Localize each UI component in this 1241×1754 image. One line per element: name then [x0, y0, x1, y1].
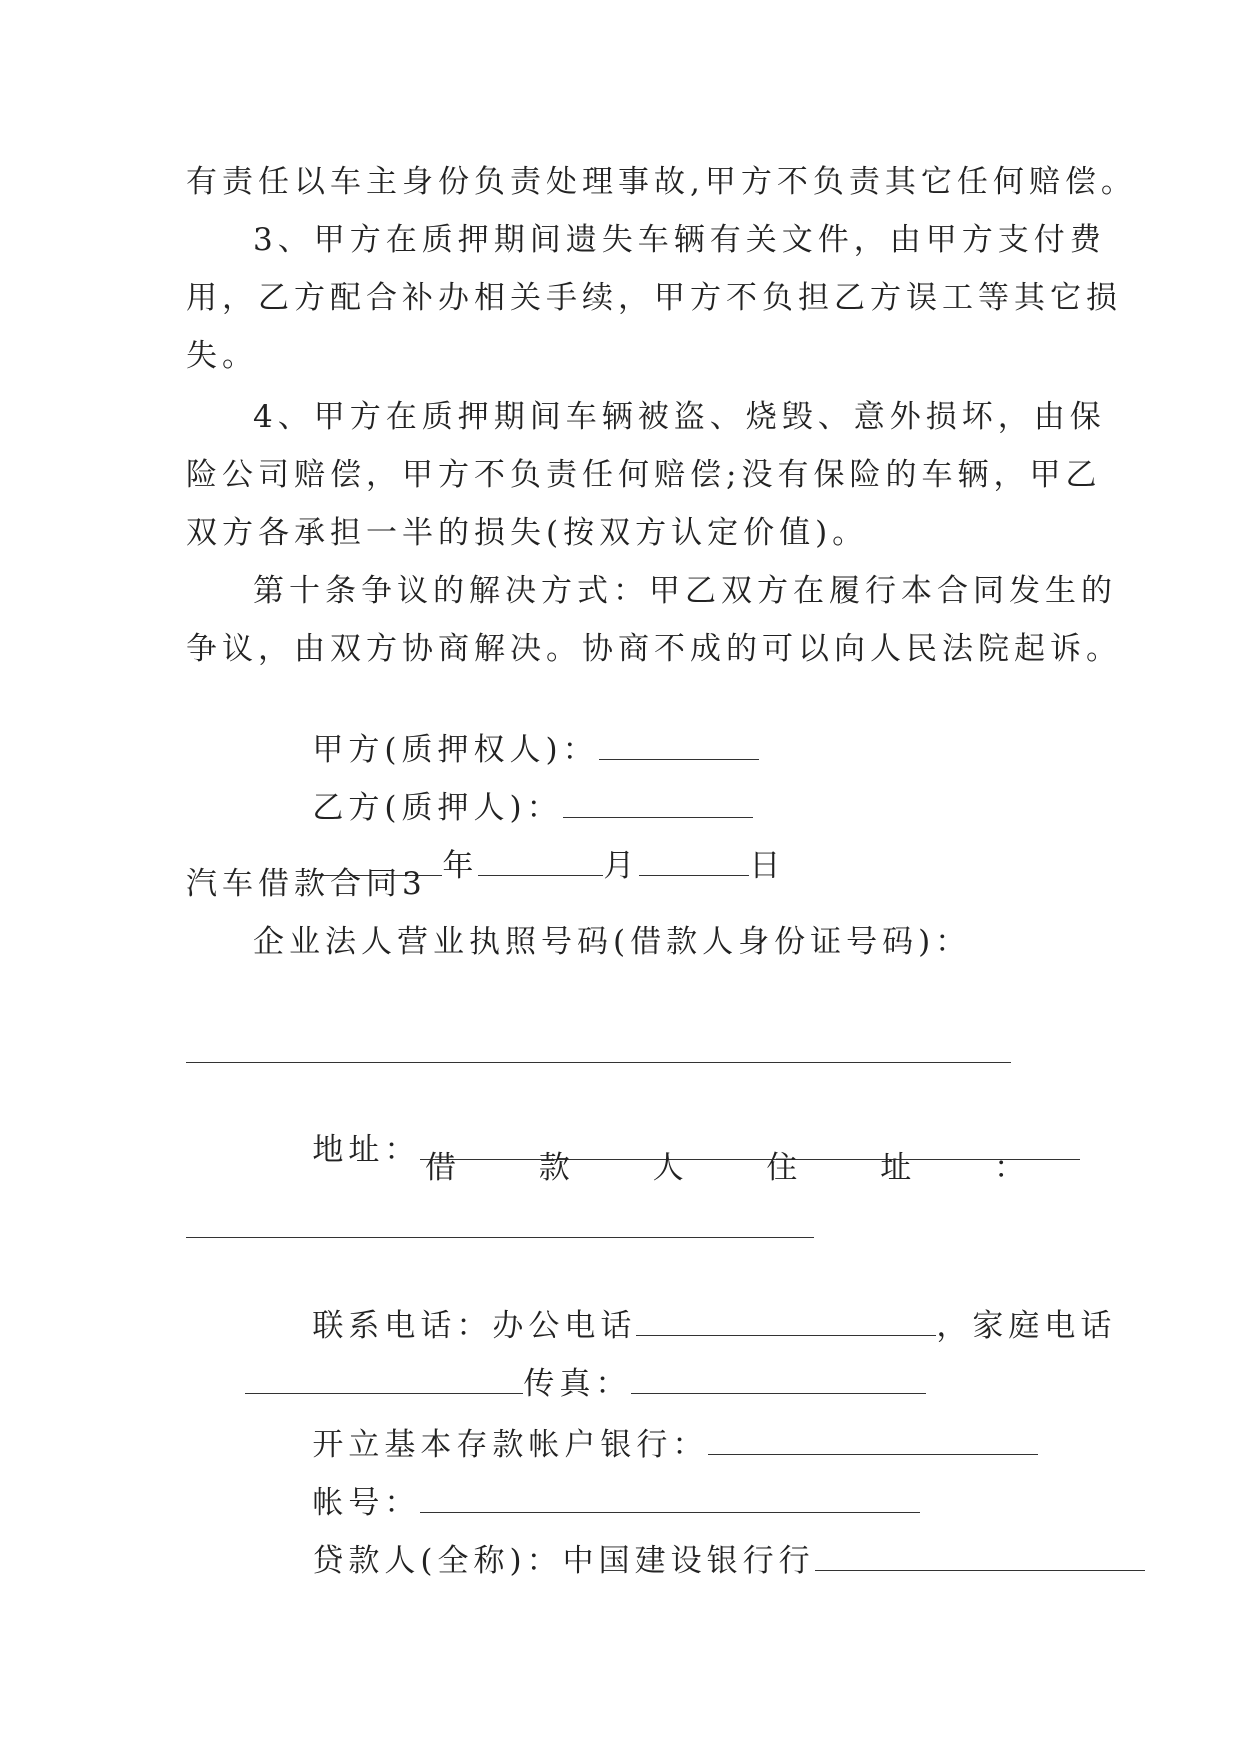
paragraph-line: 险公司赔偿，甲方不负责任何赔偿;没有保险的车辆，甲乙	[186, 457, 1102, 493]
license-blank[interactable]	[186, 1062, 1011, 1063]
residence-char: ：	[993, 1150, 1025, 1186]
paragraph-line: 失。	[186, 338, 258, 374]
residence-char: 人	[652, 1150, 684, 1186]
residence-char: 款	[538, 1150, 570, 1186]
party-a-label: 甲方(质押权人)：	[312, 732, 599, 768]
residence-char: 住	[766, 1150, 798, 1186]
residence-blank[interactable]	[186, 1237, 814, 1238]
paragraph-line: 双方各承担一半的损失(按双方认定价值)。	[186, 515, 869, 551]
home-phone-label: ，家庭电话	[936, 1308, 1117, 1344]
account-label: 帐号：	[312, 1485, 421, 1521]
paragraph-line: 争议，由双方协商解决。协商不成的可以向人民法院起诉。	[186, 631, 1122, 667]
year-label: 年	[442, 848, 479, 884]
paragraph-line: 有责任以车主身份负责处理事故,甲方不负责其它任何赔偿。	[186, 164, 1137, 200]
residence-char: 址	[880, 1150, 912, 1186]
fax-label: 传真：	[523, 1366, 632, 1402]
lender-label: 贷款人(全称)：中国建设银行行	[312, 1543, 815, 1579]
month-blank[interactable]	[478, 847, 603, 876]
bank-label: 开立基本存款帐户银行：	[312, 1427, 709, 1463]
paragraph-line: 用，乙方配合补办相关手续，甲方不负担乙方误工等其它损	[186, 280, 1122, 316]
day-blank[interactable]	[639, 847, 749, 876]
section-title: 汽车借款合同3	[186, 866, 427, 902]
paragraph-line: 第十条争议的解决方式：甲乙双方在履行本合同发生的	[253, 573, 1117, 609]
residence-char: 借	[425, 1150, 456, 1186]
office-phone-label: 联系电话：办公电话	[312, 1308, 637, 1344]
residence-label	[425, 1148, 1025, 1188]
paragraph-line: 4、甲方在质押期间车辆被盗、烧毁、意外损坏，由保	[253, 399, 1106, 435]
lender-line	[253, 1501, 1145, 1621]
month-label: 月	[603, 848, 640, 884]
address-label: 地址：	[312, 1132, 421, 1168]
license-label: 企业法人营业执照号码(借款人身份证号码)：	[253, 924, 972, 960]
lender-blank[interactable]	[815, 1542, 1145, 1571]
paragraph-line: 3、甲方在质押期间遗失车辆有关文件，由甲方支付费	[253, 222, 1106, 258]
party-b-label: 乙方(质押人)：	[312, 790, 563, 826]
day-label: 日	[749, 848, 786, 884]
